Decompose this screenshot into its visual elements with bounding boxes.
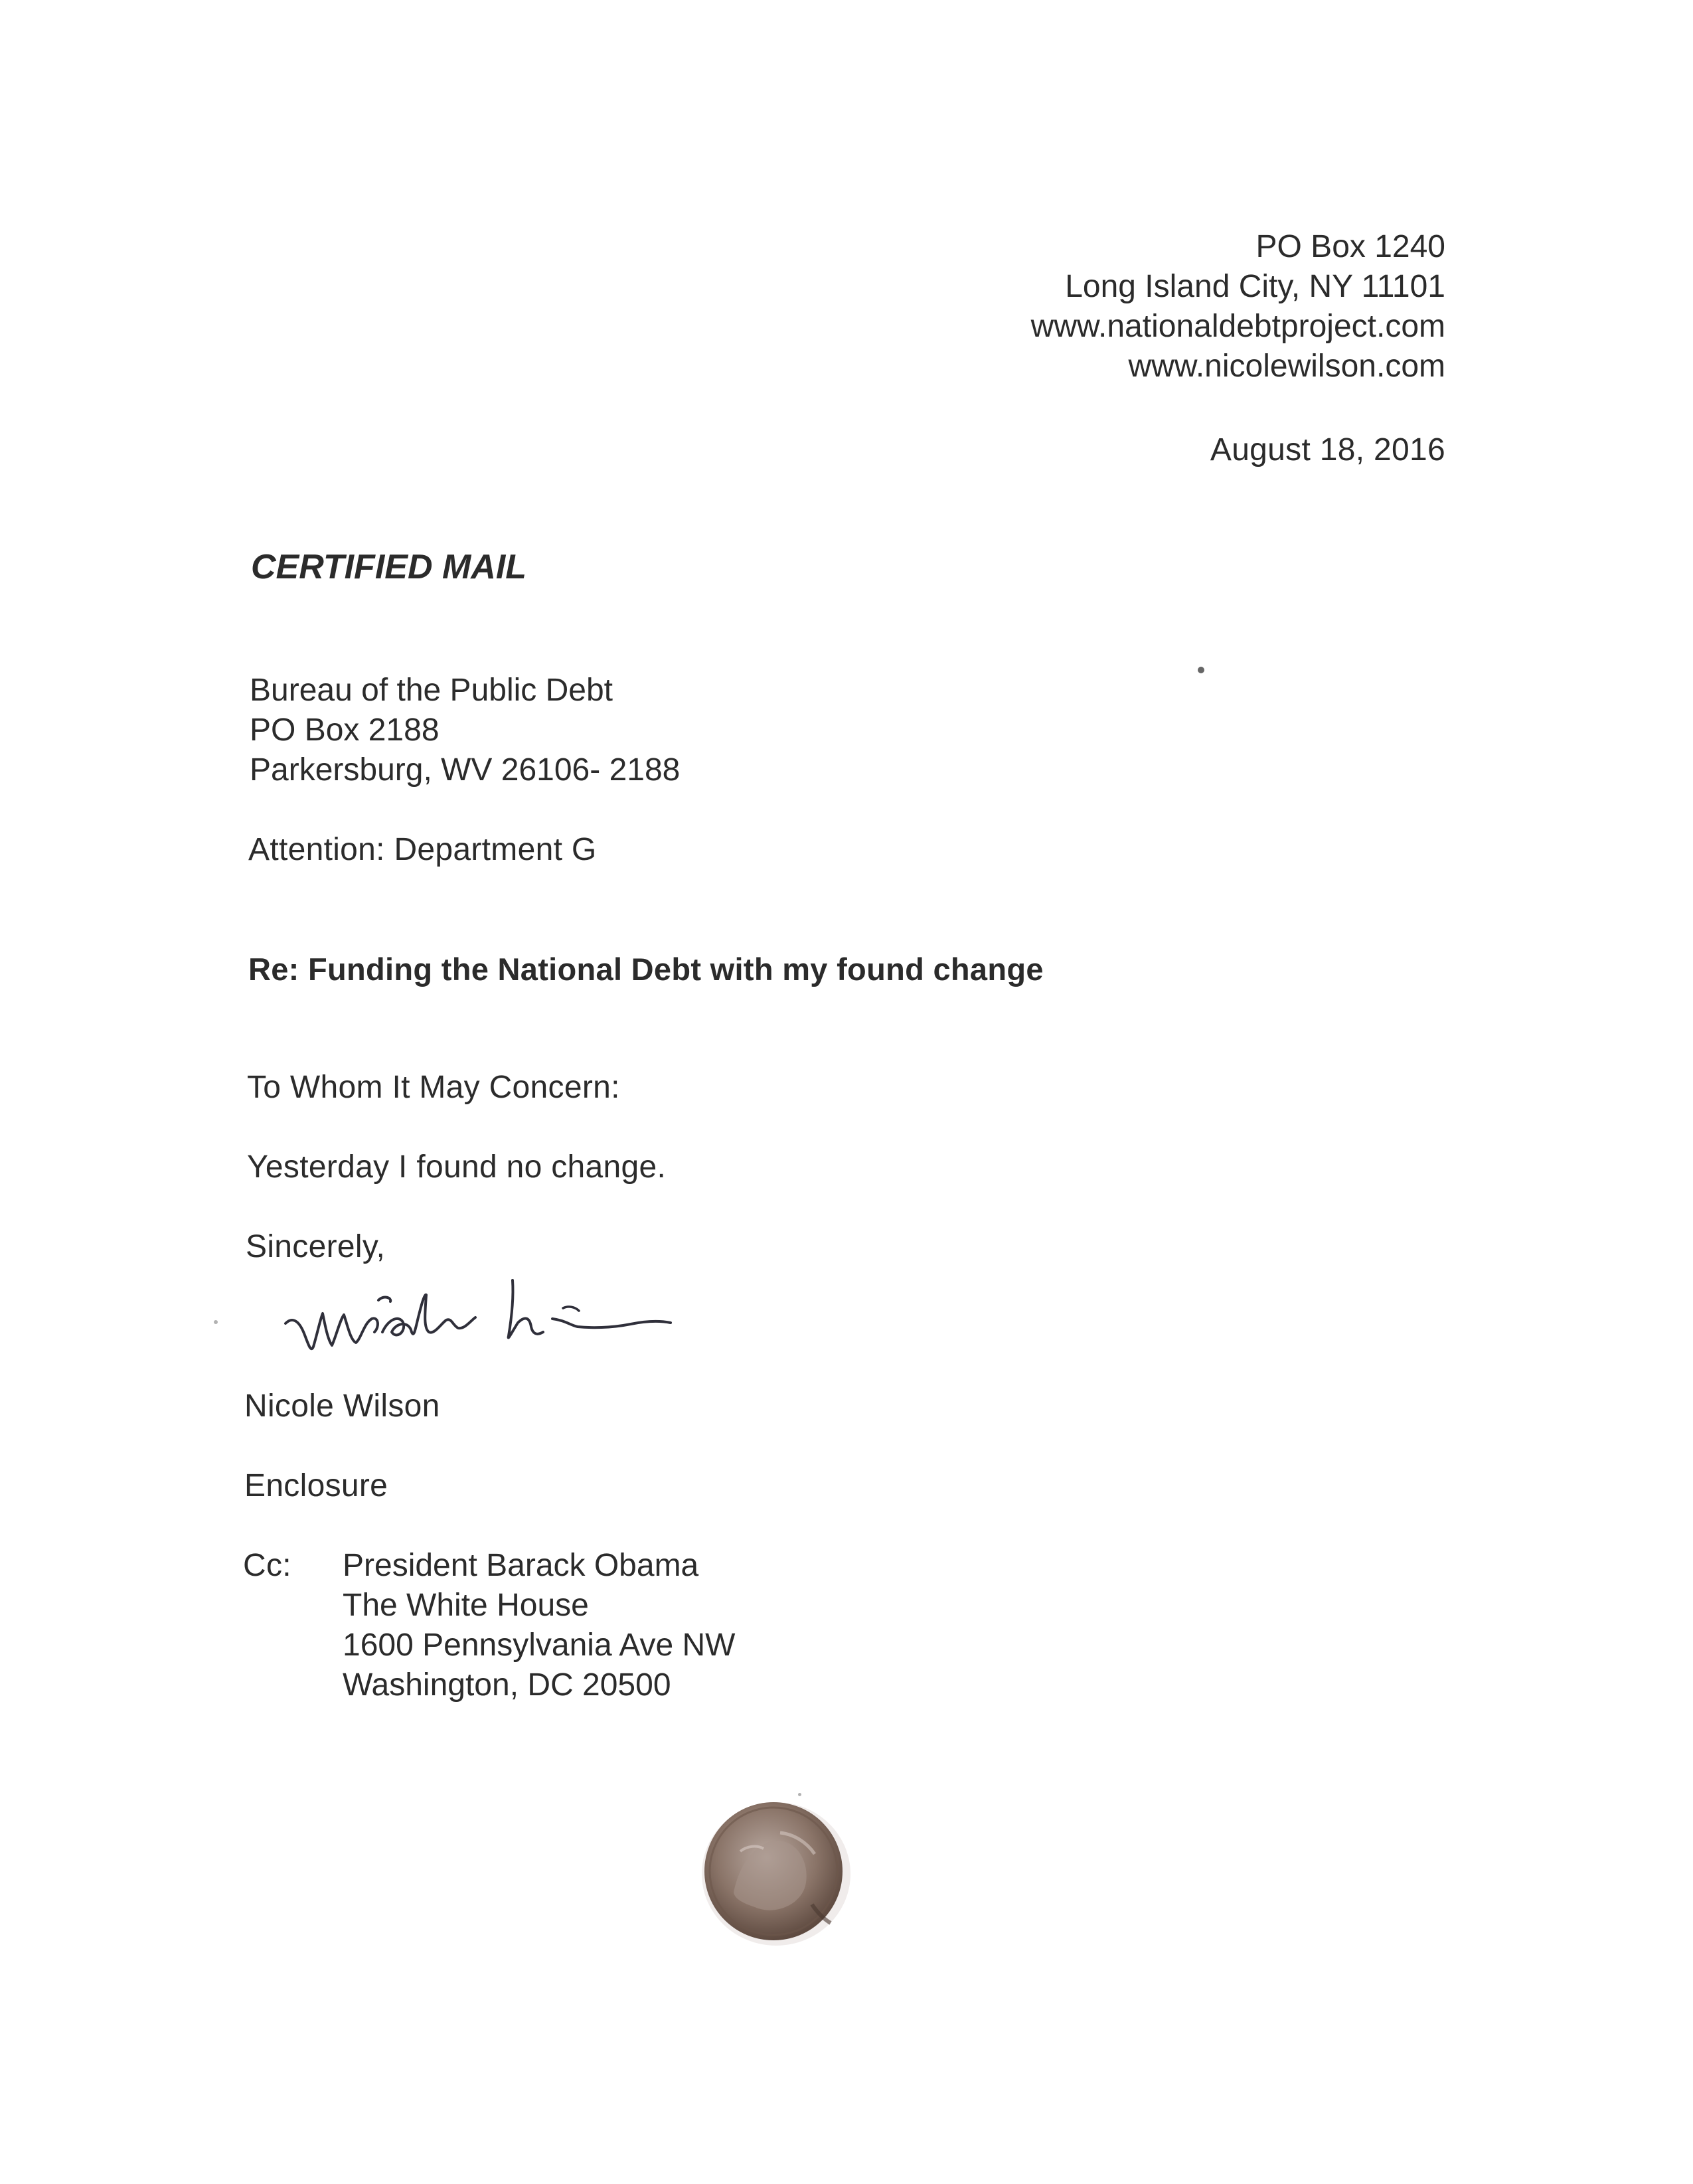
signer-name: Nicole Wilson — [244, 1388, 440, 1424]
cc-recipient — [343, 1546, 735, 1705]
sender-address-line: Long Island City, NY 11101 — [1065, 269, 1445, 304]
cc-line: Washington, DC 20500 — [343, 1667, 671, 1703]
recipient-address — [250, 671, 680, 790]
subject-line: Re: Funding the National Debt with my found change — [248, 952, 1044, 987]
scan-speck — [798, 1793, 801, 1796]
mail-type-heading: CERTIFIED MAIL — [251, 548, 527, 586]
recipient-address-line: Parkersburg, WV 26106- 2188 — [250, 752, 681, 788]
cc-line: President Barack Obama — [343, 1548, 699, 1583]
cc-line: 1600 Pennsylvania Ave NW — [343, 1628, 736, 1663]
enclosure-note: Enclosure — [244, 1468, 388, 1503]
penny-coin-icon — [694, 1793, 853, 1952]
salutation: To Whom It May Concern: — [247, 1070, 620, 1105]
cc-label: Cc: — [243, 1548, 291, 1583]
letter-date: August 18, 2016 — [1210, 432, 1445, 467]
closing: Sincerely, — [246, 1229, 386, 1264]
cc-line: The White House — [343, 1588, 589, 1623]
sender-address-line: PO Box 1240 — [1255, 229, 1445, 264]
recipient-address-line: Bureau of the Public Debt — [250, 673, 613, 708]
recipient-address-line: PO Box 2188 — [250, 713, 440, 748]
handwritten-signature-icon — [279, 1254, 690, 1367]
attention-line: Attention: Department G — [248, 832, 597, 867]
scan-speck — [214, 1320, 218, 1324]
scan-speck — [1198, 667, 1204, 673]
sender-address — [1031, 227, 1445, 386]
sender-website-line: www.nicolewilson.com — [1128, 349, 1445, 384]
letter-body: Yesterday I found no change. — [247, 1149, 667, 1185]
sender-website-line: www.nationaldebtproject.com — [1030, 309, 1445, 344]
